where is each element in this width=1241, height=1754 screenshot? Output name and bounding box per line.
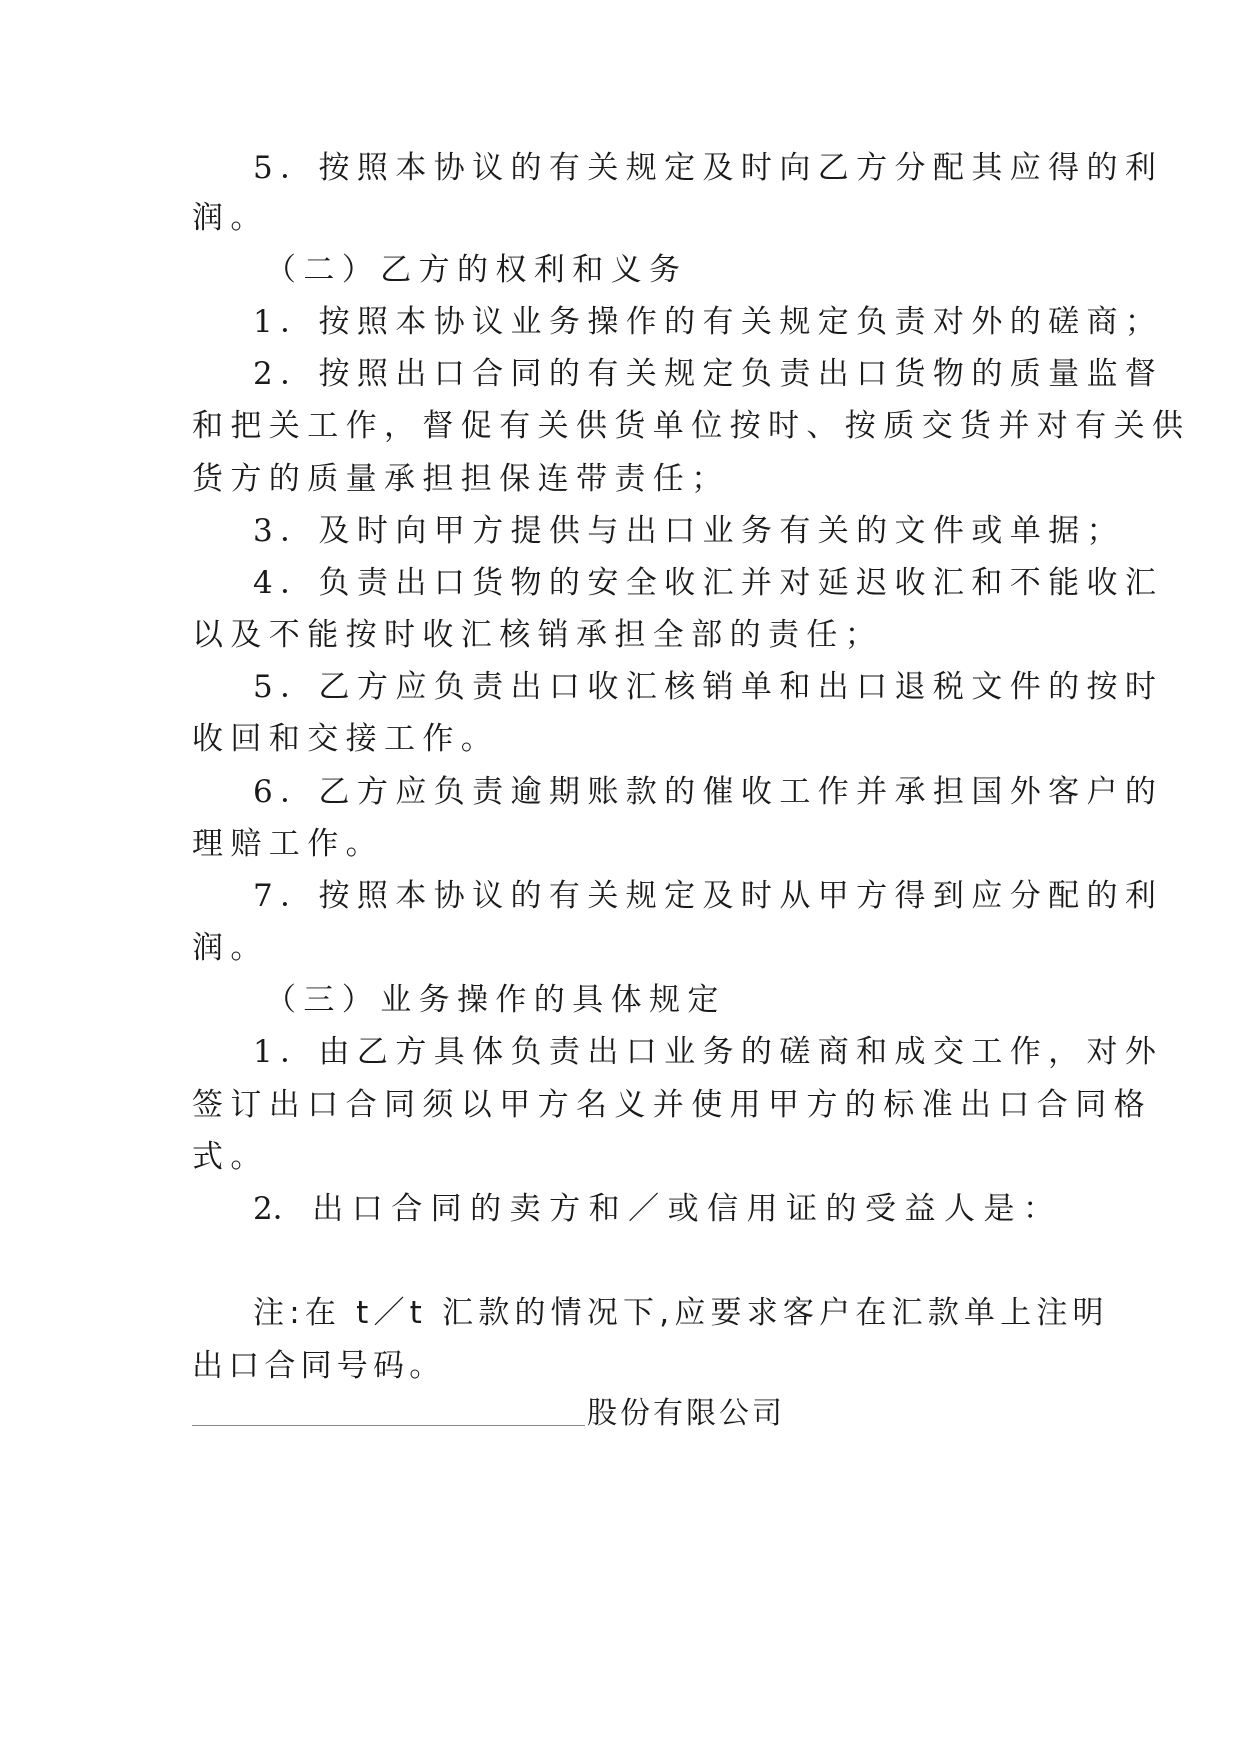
section-heading: （二）乙方的权利和义务 — [265, 252, 688, 288]
clause-char: 2． — [253, 1191, 304, 1227]
clause-char: 和 — [588, 1191, 620, 1227]
clause-char: ／ — [628, 1191, 660, 1227]
company-suffix: 股份有限公司 — [587, 1396, 785, 1431]
note-line: 注:在 t／t 汇款的情况下,应要求客户在汇款单上注明 — [253, 1295, 1109, 1331]
paragraph-line: 2．按照出口合同的有关规定负责出口货物的质量监督 — [253, 356, 1164, 392]
clause-char: 人 — [943, 1191, 975, 1227]
paragraph-line: 理赔工作。 — [192, 826, 384, 862]
clause-char: 出 — [312, 1191, 344, 1227]
paragraph-line: 货方的质量承担担保连带责任； — [192, 461, 730, 497]
paragraph-line: 6．乙方应负责逾期账款的催收工作并承担国外客户的 — [253, 774, 1164, 810]
clause-char: 用 — [746, 1191, 778, 1227]
clause-char: 同 — [430, 1191, 462, 1227]
paragraph-line: 7．按照本协议的有关规定及时从甲方得到应分配的利 — [253, 878, 1164, 914]
clause-char: 方 — [549, 1191, 581, 1227]
paragraph-line: 5．按照本协议的有关规定及时向乙方分配其应得的利 — [253, 150, 1164, 186]
note-line: 出口合同号码。 — [192, 1348, 446, 1384]
clause-char: 证 — [786, 1191, 818, 1227]
paragraph-line: 以及不能按时收汇核销承担全部的责任； — [192, 617, 884, 653]
clause-char: 受 — [865, 1191, 896, 1227]
clause-char: 的 — [470, 1191, 502, 1227]
paragraph-line: 1．按照本协议业务操作的有关规定负责对外的磋商； — [253, 304, 1164, 340]
paragraph-line: 3．及时向甲方提供与出口业务有关的文件或单据； — [253, 513, 1125, 549]
paragraph-line: 和把关工作，督促有关供货单位按时、按质交货并对有关供 — [192, 408, 1191, 444]
paragraph-line: 4．负责出口货物的安全收汇并对延迟收汇和不能收汇 — [253, 565, 1164, 601]
paragraph-line: 收回和交接工作。 — [192, 721, 500, 757]
clause-char: 的 — [825, 1191, 857, 1227]
clause-char: ： — [1022, 1191, 1054, 1227]
section-heading: （三）业务操作的具体规定 — [265, 982, 726, 1018]
clause-char: 卖 — [509, 1191, 541, 1227]
clause-char: 口 — [351, 1191, 383, 1227]
clause-char: 信 — [707, 1191, 739, 1227]
clause-char: 或 — [667, 1191, 699, 1227]
paragraph-line: 签订出口合同须以甲方名义并使用甲方的标准出口合同格 — [192, 1087, 1152, 1123]
clause-char: 合 — [391, 1191, 423, 1227]
paragraph-line: 1．由乙方具体负责出口业务的磋商和成交工作，对外 — [253, 1034, 1164, 1070]
paragraph-line: 5．乙方应负责出口收汇核销单和出口退税文件的按时 — [253, 669, 1164, 705]
paragraph-line: 式。 — [192, 1139, 269, 1175]
paragraph-line: 润。 — [192, 930, 269, 966]
clause-char: 益 — [904, 1191, 936, 1227]
fill-in-blank — [192, 1425, 585, 1426]
beneficiary-clause — [253, 1187, 1054, 1231]
paragraph-line: 润。 — [192, 200, 269, 236]
clause-char: 是 — [983, 1191, 1015, 1227]
